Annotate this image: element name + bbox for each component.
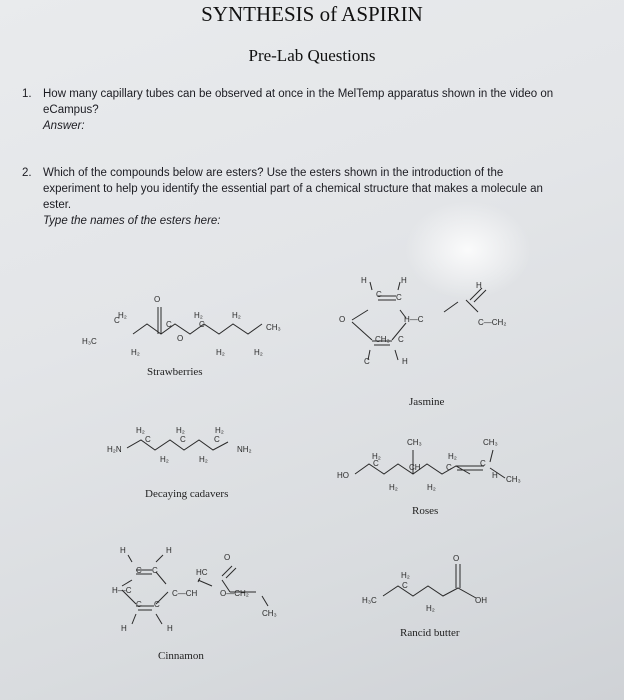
cadavers-atom-label: H₂N (107, 445, 122, 454)
caption-rancid-butter: Rancid butter (400, 627, 460, 639)
butter-atom-label: H₂ (401, 571, 410, 580)
question-1-line-2: eCampus? (43, 104, 99, 116)
question-1-answer-label[interactable]: Answer: (43, 120, 85, 132)
caption-decaying-cadavers: Decaying cadavers (145, 488, 229, 500)
strawberries-atom-label: H₂ (131, 348, 140, 357)
question-2-line-2: experiment to help you identify the essential part of a chemical structure that makes a molecule an (43, 183, 543, 195)
roses-atom-label: H₂ (448, 452, 457, 461)
strawberries-atom-label: H₃C (82, 337, 97, 346)
cadavers-structure (127, 440, 228, 450)
roses-atom-label: H (492, 471, 498, 480)
roses-atom-label: HO (337, 471, 349, 480)
strawberries-atom-label: O (154, 295, 161, 304)
strawberries-atom-label: C (199, 320, 205, 329)
butter-atom-label: OH (475, 596, 487, 605)
strawberries-atom-label: H₂ (118, 311, 127, 320)
jasmine-atom-label: O (339, 315, 346, 324)
jasmine-atom-label: C—CH₂ (478, 318, 507, 327)
roses-atom-label: CH₃ (407, 438, 422, 447)
jasmine-atom-label: H (401, 276, 407, 285)
roses-atom-label: CH₃ (483, 438, 498, 447)
jasmine-atom-label: H (402, 357, 408, 366)
strawberries-atom-label: C (114, 316, 120, 325)
roses-atom-label: H₂ (427, 483, 436, 492)
cinnamon-atom-label: C (152, 566, 158, 575)
cadavers-atom-label: H₂ (176, 426, 185, 435)
cadavers-atom-label: NH₂ (237, 445, 252, 454)
roses-atom-label: H₂ (372, 452, 381, 461)
question-1-line-1: How many capillary tubes can be observed at once in the MelTemp apparatus shown in the video on (43, 88, 554, 100)
roses-atom-label: C (446, 463, 452, 472)
jasmine-atom-label: C (364, 357, 370, 366)
jasmine-atom-label: H (476, 281, 482, 290)
jasmine-atom-label: CH₃ (375, 335, 390, 344)
cinnamon-atom-label: H (166, 546, 172, 555)
strawberries-atom-label: O (177, 334, 184, 343)
roses-atom-label: C (480, 459, 486, 468)
cinnamon-atom-label: O (224, 553, 231, 562)
strawberries-atom-label: H₂ (194, 311, 203, 320)
page-title: SYNTHESIS of ASPIRIN (201, 2, 423, 26)
strawberries-atom-label: H₂ (216, 348, 225, 357)
jasmine-atom-label: H—C (404, 315, 424, 324)
cadavers-atom-label: H₂ (215, 426, 224, 435)
cinnamon-atom-label: C (136, 600, 142, 609)
cinnamon-atom-label: H (167, 624, 173, 633)
caption-strawberries: Strawberries (147, 366, 203, 378)
butter-atom-label: H₂ (426, 604, 435, 613)
butter-structure (383, 564, 476, 598)
question-2-line-1: Which of the compounds below are esters? Use the esters shown in the introduction of the (43, 167, 504, 179)
cadavers-atom-label: H₂ (136, 426, 145, 435)
caption-jasmine: Jasmine (409, 396, 445, 408)
roses-atom-label: CH (409, 463, 421, 472)
roses-atom-label: CH₃ (506, 475, 521, 484)
question-2-answer-label[interactable]: Type the names of the esters here: (43, 215, 221, 227)
cinnamon-atom-label: O—CH₂ (220, 589, 249, 598)
cadavers-atom-label: C (180, 435, 186, 444)
jasmine-atom-label: C (396, 293, 402, 302)
jasmine-atom-label: C (398, 335, 404, 344)
jasmine-atom-label: C (376, 290, 382, 299)
cadavers-atom-label: C (214, 435, 220, 444)
question-1-number: 1. (22, 88, 32, 100)
cinnamon-atom-label: C (154, 600, 160, 609)
strawberries-atom-label: C (166, 320, 172, 329)
cinnamon-atom-label: HC (196, 568, 208, 577)
cinnamon-atom-label: CH₃ (262, 609, 277, 618)
cadavers-atom-label: C (145, 435, 151, 444)
strawberries-atom-label: CH₃ (266, 323, 281, 332)
strawberries-atom-label: H₂ (232, 311, 241, 320)
cadavers-atom-label: H₂ (160, 455, 169, 464)
cadavers-atom-label: H₂ (199, 455, 208, 464)
caption-cinnamon: Cinnamon (158, 650, 204, 662)
cinnamon-atom-label: H (120, 546, 126, 555)
cinnamon-atom-label: C (136, 566, 142, 575)
butter-atom-label: H₃C (362, 596, 377, 605)
butter-atom-label: C (402, 581, 408, 590)
page-subtitle: Pre-Lab Questions (248, 46, 376, 65)
cinnamon-atom-label: C—CH (172, 589, 198, 598)
butter-atom-label: O (453, 554, 460, 563)
question-2-number: 2. (22, 167, 32, 179)
roses-atom-label: C (373, 459, 379, 468)
jasmine-atom-label: H (361, 276, 367, 285)
strawberries-atom-label: H₂ (254, 348, 263, 357)
cinnamon-atom-label: H—C (112, 586, 132, 595)
question-2-line-3: ester. (43, 199, 72, 211)
caption-roses: Roses (412, 505, 439, 517)
roses-atom-label: H₂ (389, 483, 398, 492)
cinnamon-atom-label: H (121, 624, 127, 633)
